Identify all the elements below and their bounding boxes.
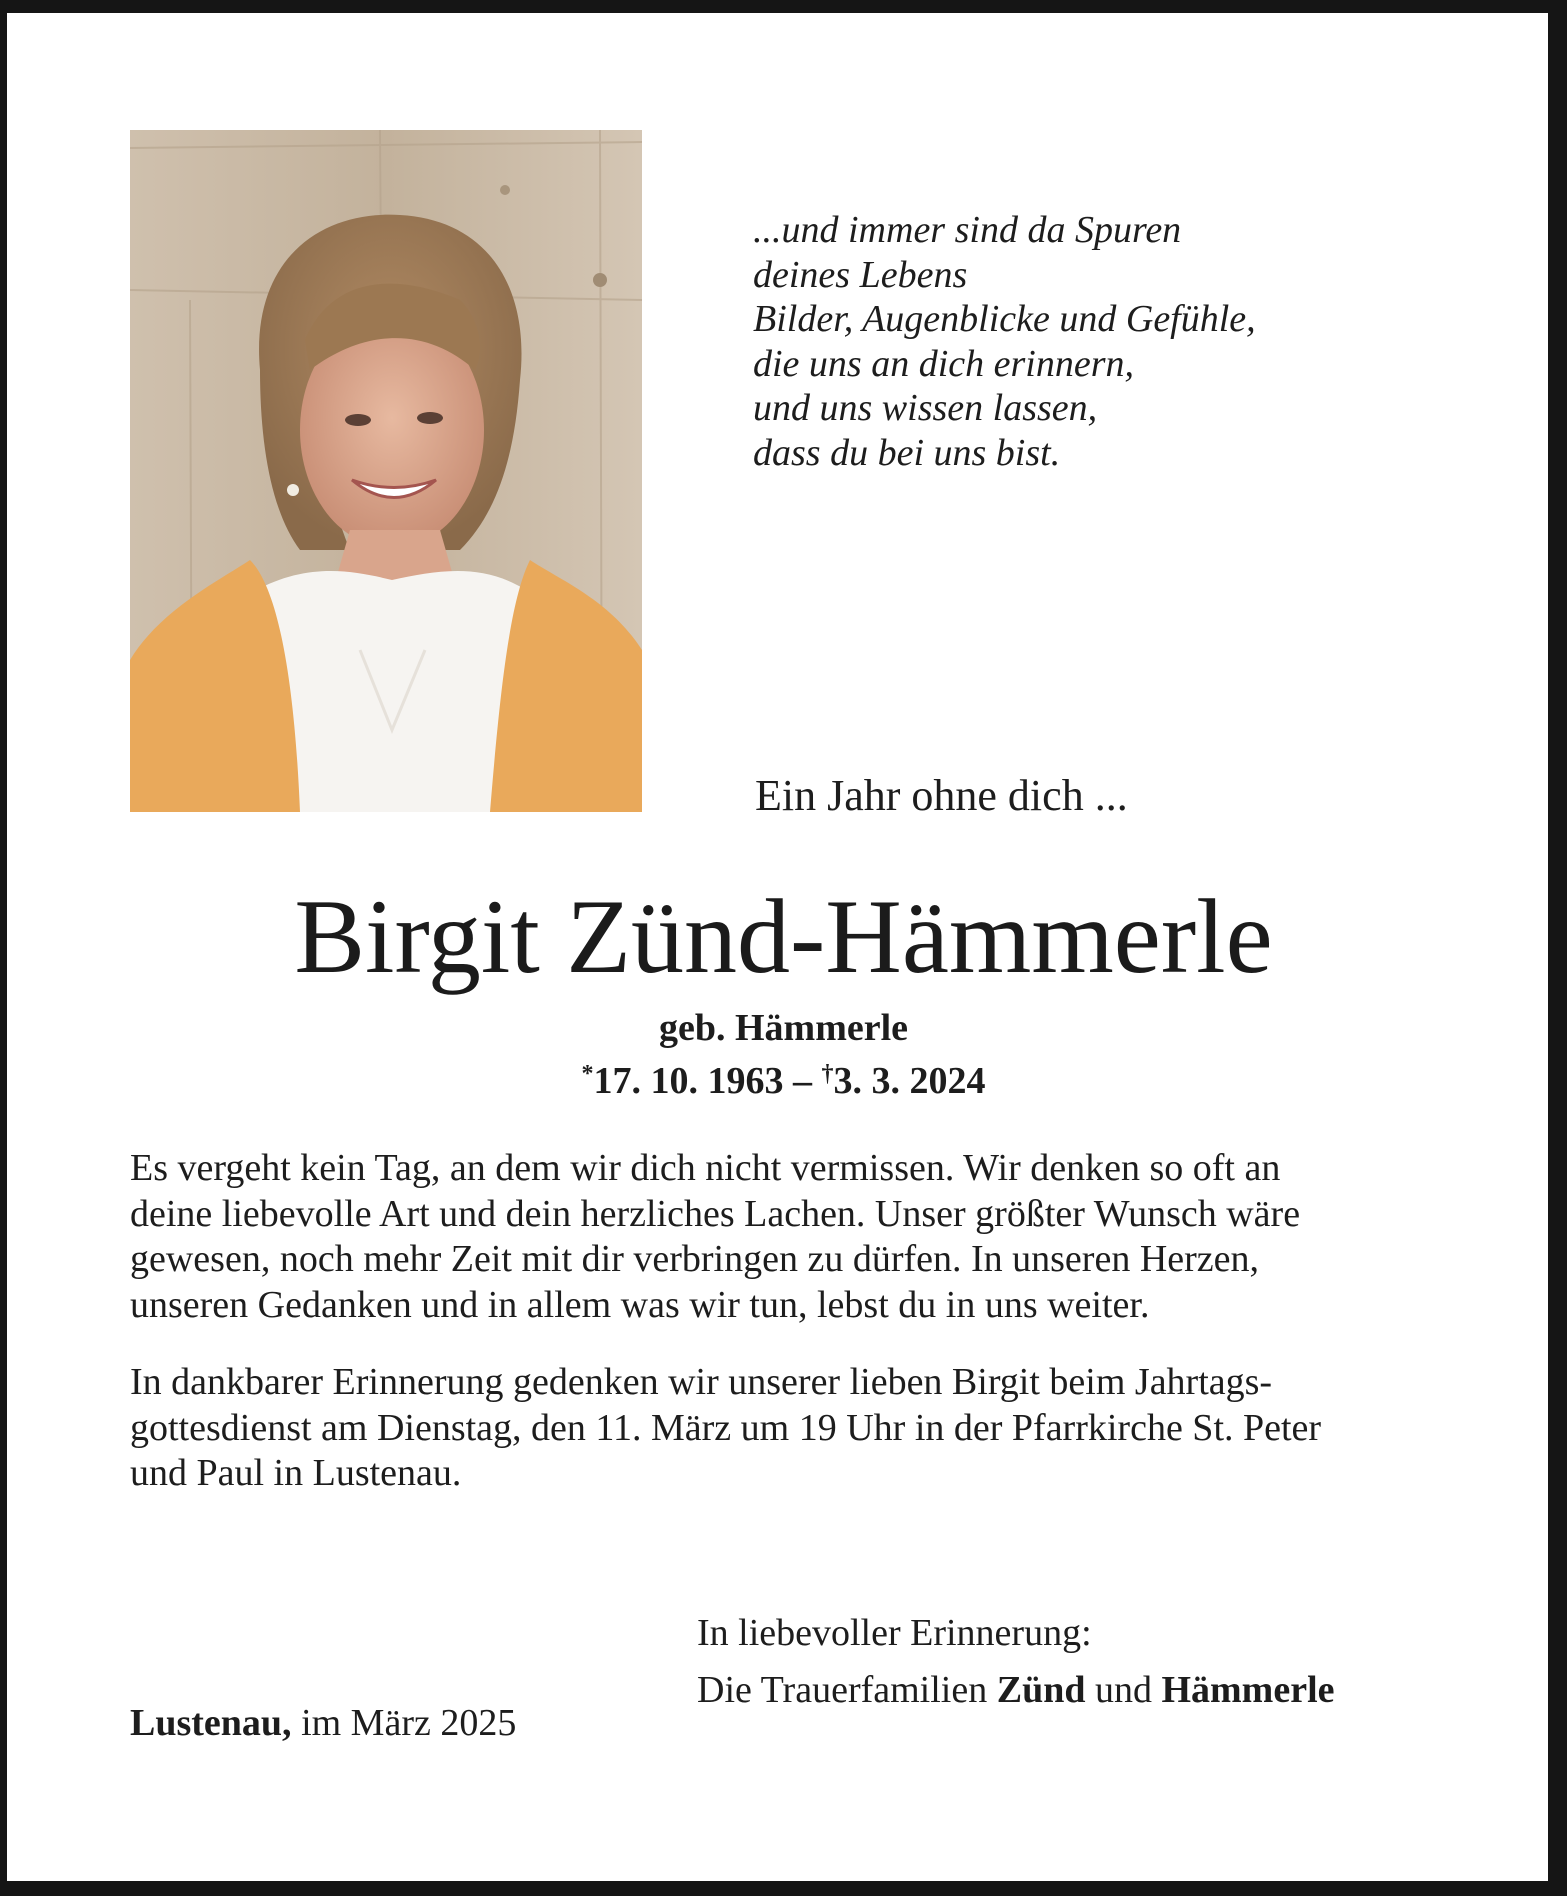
family-name-haemmerle: Hämmerle — [1161, 1669, 1335, 1711]
paragraph-line: unseren Gedanken und in allem was wir tun, lebst du in uns weiter. — [130, 1283, 1150, 1326]
family-name-zuend: Zünd — [996, 1669, 1086, 1711]
signature-intro: In liebevoller Erinnerung: — [697, 1612, 1092, 1654]
date-separator: – — [783, 1060, 822, 1102]
poem — [753, 208, 1473, 475]
poem-line: die uns an dich erinnern, — [753, 342, 1135, 385]
signature-block — [697, 1605, 1335, 1719]
poem-line: ...und immer sind da Spuren — [753, 209, 1182, 251]
death-date: 3. 3. 2024 — [833, 1060, 986, 1102]
paragraph-line: deine liebevolle Art und dein herzliches Lachen. Unser größter Wunsch wäre — [130, 1192, 1301, 1235]
birth-date: 17. 10. 1963 — [593, 1060, 784, 1102]
birth-symbol: * — [581, 1061, 594, 1087]
death-symbol: † — [821, 1061, 834, 1087]
poem-line: deines Lebens — [753, 253, 968, 296]
place-date: im März 2025 — [301, 1702, 517, 1744]
deceased-name: Birgit Zünd-Hämmerle — [294, 878, 1273, 995]
heading-year-without-you: Ein Jahr ohne dich ... — [755, 771, 1128, 820]
place-city: Lustenau, — [130, 1702, 292, 1744]
life-dates — [0, 1052, 1567, 1103]
paragraph-line: und Paul in Lustenau. — [130, 1452, 462, 1494]
poem-line: und uns wissen lassen, — [753, 387, 1098, 429]
paragraph-line: Es vergeht kein Tag, an dem wir dich nicht vermissen. Wir denken so oft an — [130, 1147, 1281, 1189]
signature-joiner: und — [1094, 1669, 1152, 1711]
paragraph-line: In dankbarer Erinnerung gedenken wir unserer lieben Birgit beim Jahrtags- — [130, 1361, 1273, 1403]
poem-line: Bilder, Augenblicke und Gefühle, — [753, 298, 1256, 340]
service-paragraph — [130, 1360, 1440, 1497]
place-and-date — [130, 1700, 516, 1746]
paragraph-line: gottesdienst am Dienstag, den 11. März um 19 Uhr in der Pfarrkirche St. Peter — [130, 1406, 1322, 1449]
maiden-name: geb. Hämmerle — [658, 1007, 909, 1049]
memorial-paragraph — [130, 1146, 1440, 1328]
poem-line: dass du bei uns bist. — [753, 431, 1061, 474]
signature-families — [697, 1662, 1335, 1719]
paragraph-line: gewesen, noch mehr Zeit mit dir verbringen zu dürfen. In unseren Herzen, — [130, 1238, 1260, 1280]
signature-prefix: Die Trauerfamilien — [697, 1669, 988, 1711]
portrait-photo — [130, 130, 642, 812]
